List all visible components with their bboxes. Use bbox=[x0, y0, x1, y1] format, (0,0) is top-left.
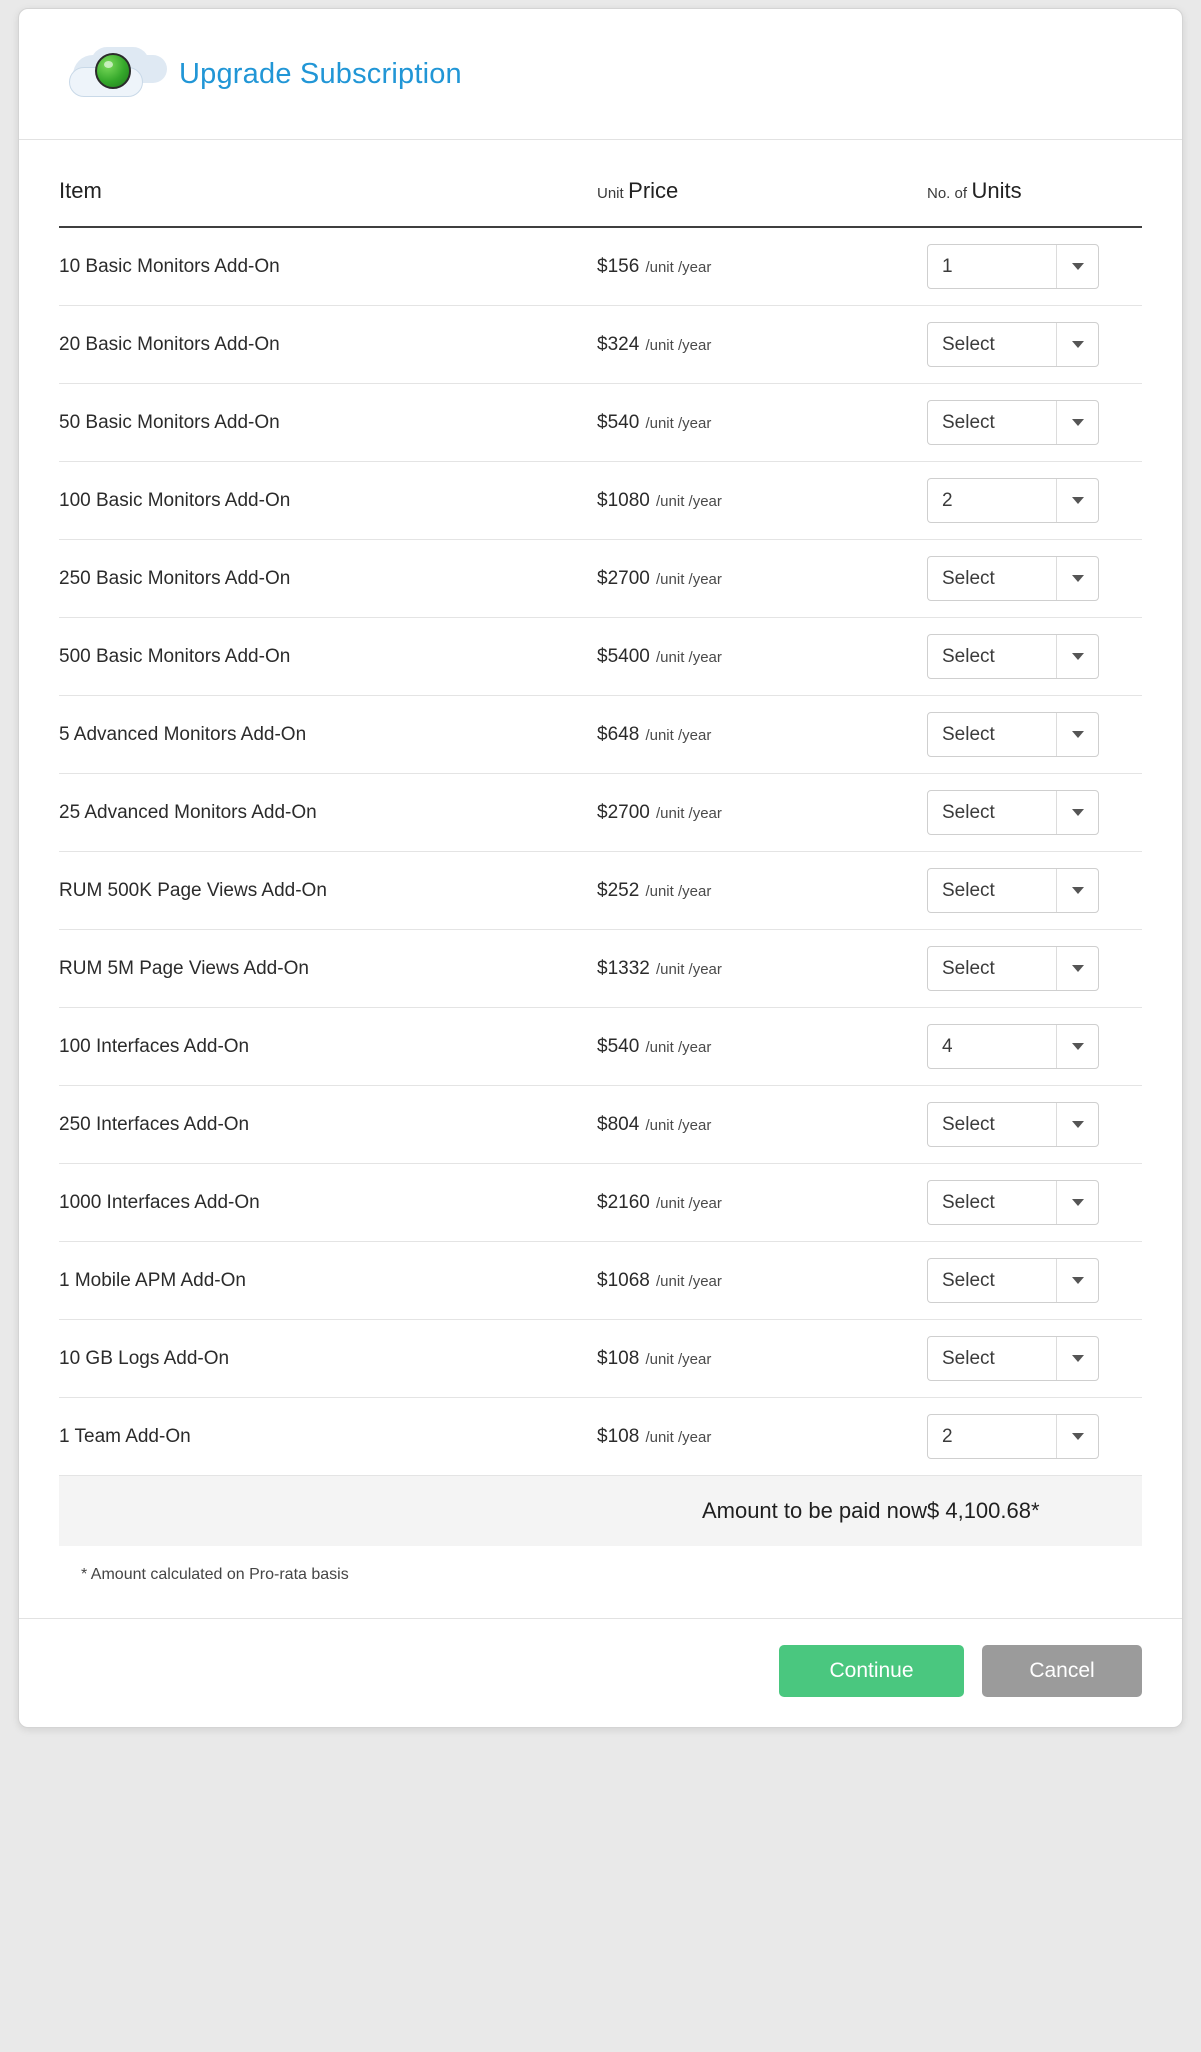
chevron-down-icon[interactable] bbox=[1056, 1259, 1098, 1302]
page-title: Upgrade Subscription bbox=[179, 57, 462, 90]
units-select[interactable] bbox=[927, 868, 1099, 913]
table-row bbox=[59, 306, 1142, 384]
price-amount: $2700 bbox=[597, 567, 650, 589]
row-unit-price bbox=[597, 774, 927, 852]
table-row bbox=[59, 1320, 1142, 1398]
units-select[interactable] bbox=[927, 400, 1099, 445]
column-header-unit-price: Unit Price bbox=[597, 168, 927, 227]
units-select-value: Select bbox=[942, 880, 995, 901]
units-select-value: Select bbox=[942, 568, 995, 589]
chevron-down-icon[interactable] bbox=[1056, 713, 1098, 756]
units-select-value: 2 bbox=[942, 1426, 953, 1447]
dialog-footer bbox=[19, 1619, 1182, 1727]
prorata-footnote: * Amount calculated on Pro-rata basis bbox=[81, 1566, 349, 1583]
chevron-down-icon[interactable] bbox=[1056, 401, 1098, 444]
units-select-value: Select bbox=[942, 802, 995, 823]
continue-button[interactable]: Continue bbox=[779, 1645, 964, 1697]
price-period: /unit /year bbox=[656, 1272, 722, 1290]
price-period: /unit /year bbox=[656, 492, 722, 510]
row-unit-price bbox=[597, 852, 927, 930]
chevron-down-icon[interactable] bbox=[1056, 869, 1098, 912]
table-row bbox=[59, 930, 1142, 1008]
table-row bbox=[59, 696, 1142, 774]
row-unit-price bbox=[597, 306, 927, 384]
row-item-label: 50 Basic Monitors Add-On bbox=[59, 384, 597, 462]
price-amount: $156 bbox=[597, 255, 640, 277]
table-row bbox=[59, 1008, 1142, 1086]
chevron-down-icon[interactable] bbox=[1056, 557, 1098, 600]
table-row bbox=[59, 227, 1142, 306]
table-row bbox=[59, 1398, 1142, 1476]
column-header-item: Item bbox=[59, 168, 597, 227]
price-amount: $1080 bbox=[597, 489, 650, 511]
price-amount: $2700 bbox=[597, 801, 650, 823]
price-amount: $108 bbox=[597, 1425, 640, 1447]
row-item-label: 5 Advanced Monitors Add-On bbox=[59, 696, 597, 774]
chevron-down-icon[interactable] bbox=[1056, 479, 1098, 522]
price-amount: $252 bbox=[597, 879, 640, 901]
price-period: /unit /year bbox=[645, 414, 712, 432]
units-select-value: Select bbox=[942, 958, 995, 979]
units-select[interactable] bbox=[927, 1024, 1099, 1069]
chevron-down-icon[interactable] bbox=[1056, 1337, 1098, 1380]
row-item-label: 250 Basic Monitors Add-On bbox=[59, 540, 597, 618]
row-item-label: 25 Advanced Monitors Add-On bbox=[59, 774, 597, 852]
units-select-value: 2 bbox=[942, 490, 953, 511]
units-select-value: Select bbox=[942, 1192, 995, 1213]
price-period: /unit /year bbox=[645, 882, 712, 900]
price-amount: $540 bbox=[597, 1035, 640, 1057]
price-amount: $1332 bbox=[597, 957, 650, 979]
units-select-value: Select bbox=[942, 1348, 995, 1369]
units-select[interactable] bbox=[927, 478, 1099, 523]
row-unit-price bbox=[597, 540, 927, 618]
units-select-value: Select bbox=[942, 334, 995, 355]
column-header-no-of-units: No. of Units bbox=[927, 168, 1142, 227]
price-amount: $108 bbox=[597, 1347, 640, 1369]
price-amount: $1068 bbox=[597, 1269, 650, 1291]
cancel-button[interactable]: Cancel bbox=[982, 1645, 1142, 1697]
units-select[interactable] bbox=[927, 556, 1099, 601]
units-select-value: Select bbox=[942, 1114, 995, 1135]
row-unit-price bbox=[597, 462, 927, 540]
units-select[interactable] bbox=[927, 712, 1099, 757]
units-select[interactable] bbox=[927, 1258, 1099, 1303]
dialog-body bbox=[19, 140, 1182, 1619]
chevron-down-icon[interactable] bbox=[1056, 791, 1098, 834]
row-item-label: RUM 5M Page Views Add-On bbox=[59, 930, 597, 1008]
units-select[interactable] bbox=[927, 244, 1099, 289]
price-period: /unit /year bbox=[645, 336, 712, 354]
price-period: /unit /year bbox=[656, 804, 722, 822]
units-select[interactable] bbox=[927, 1180, 1099, 1225]
price-period: /unit /year bbox=[645, 1350, 712, 1368]
amount-total-value: $ 4,100.68* bbox=[927, 1476, 1142, 1547]
price-period: /unit /year bbox=[656, 960, 722, 978]
table-row bbox=[59, 774, 1142, 852]
price-amount: $324 bbox=[597, 333, 640, 355]
price-period: /unit /year bbox=[645, 726, 712, 744]
amount-total-label: Amount to be paid now bbox=[59, 1476, 927, 1547]
row-unit-price bbox=[597, 1398, 927, 1476]
units-select-value: 4 bbox=[942, 1036, 953, 1057]
upgrade-subscription-dialog bbox=[18, 8, 1183, 1728]
chevron-down-icon[interactable] bbox=[1056, 245, 1098, 288]
row-item-label: 1 Team Add-On bbox=[59, 1398, 597, 1476]
price-period: /unit /year bbox=[645, 258, 712, 276]
row-unit-price bbox=[597, 1320, 927, 1398]
table-header-row bbox=[59, 168, 1142, 227]
row-unit-price bbox=[597, 1164, 927, 1242]
row-item-label: 500 Basic Monitors Add-On bbox=[59, 618, 597, 696]
row-unit-price bbox=[597, 1086, 927, 1164]
row-item-label: 100 Interfaces Add-On bbox=[59, 1008, 597, 1086]
cloud-globe-icon bbox=[69, 39, 147, 109]
chevron-down-icon[interactable] bbox=[1056, 1181, 1098, 1224]
row-unit-price bbox=[597, 1008, 927, 1086]
price-amount: $804 bbox=[597, 1113, 640, 1135]
price-period: /unit /year bbox=[645, 1038, 712, 1056]
table-row bbox=[59, 1242, 1142, 1320]
table-row bbox=[59, 1086, 1142, 1164]
row-unit-price bbox=[597, 930, 927, 1008]
units-select-value: Select bbox=[942, 1270, 995, 1291]
table-head bbox=[59, 168, 1142, 227]
row-unit-price bbox=[597, 227, 927, 306]
chevron-down-icon[interactable] bbox=[1056, 323, 1098, 366]
row-item-label: RUM 500K Page Views Add-On bbox=[59, 852, 597, 930]
row-item-label: 100 Basic Monitors Add-On bbox=[59, 462, 597, 540]
table-row bbox=[59, 462, 1142, 540]
price-period: /unit /year bbox=[656, 648, 722, 666]
price-amount: $5400 bbox=[597, 645, 650, 667]
price-period: /unit /year bbox=[645, 1116, 712, 1134]
units-select[interactable] bbox=[927, 634, 1099, 679]
dialog-header bbox=[19, 9, 1182, 140]
chevron-down-icon[interactable] bbox=[1056, 1025, 1098, 1068]
row-item-label: 1 Mobile APM Add-On bbox=[59, 1242, 597, 1320]
table-row bbox=[59, 384, 1142, 462]
price-amount: $648 bbox=[597, 723, 640, 745]
units-select[interactable] bbox=[927, 946, 1099, 991]
units-select[interactable] bbox=[927, 1102, 1099, 1147]
price-period: /unit /year bbox=[656, 1194, 722, 1212]
units-select[interactable] bbox=[927, 322, 1099, 367]
units-select-value: Select bbox=[942, 646, 995, 667]
price-amount: $540 bbox=[597, 411, 640, 433]
row-item-label: 10 Basic Monitors Add-On bbox=[59, 227, 597, 306]
row-unit-price bbox=[597, 384, 927, 462]
table-row bbox=[59, 618, 1142, 696]
chevron-down-icon[interactable] bbox=[1056, 1415, 1098, 1458]
table-row bbox=[59, 1164, 1142, 1242]
chevron-down-icon[interactable] bbox=[1056, 635, 1098, 678]
row-item-label: 1000 Interfaces Add-On bbox=[59, 1164, 597, 1242]
units-select-value: 1 bbox=[942, 256, 953, 277]
table-row bbox=[59, 852, 1142, 930]
row-unit-price bbox=[597, 618, 927, 696]
units-select-value: Select bbox=[942, 724, 995, 745]
units-select[interactable] bbox=[927, 1336, 1099, 1381]
units-select[interactable] bbox=[927, 1414, 1099, 1459]
price-period: /unit /year bbox=[656, 570, 722, 588]
row-unit-price bbox=[597, 696, 927, 774]
table-row bbox=[59, 540, 1142, 618]
addons-table bbox=[59, 168, 1142, 1546]
row-item-label: 20 Basic Monitors Add-On bbox=[59, 306, 597, 384]
row-unit-price bbox=[597, 1242, 927, 1320]
row-item-label: 10 GB Logs Add-On bbox=[59, 1320, 597, 1398]
row-item-label: 250 Interfaces Add-On bbox=[59, 1086, 597, 1164]
table-body bbox=[59, 227, 1142, 1546]
chevron-down-icon[interactable] bbox=[1056, 947, 1098, 990]
units-select-value: Select bbox=[942, 412, 995, 433]
amount-total-row bbox=[59, 1476, 1142, 1547]
chevron-down-icon[interactable] bbox=[1056, 1103, 1098, 1146]
price-amount: $2160 bbox=[597, 1191, 650, 1213]
price-period: /unit /year bbox=[645, 1428, 712, 1446]
units-select[interactable] bbox=[927, 790, 1099, 835]
